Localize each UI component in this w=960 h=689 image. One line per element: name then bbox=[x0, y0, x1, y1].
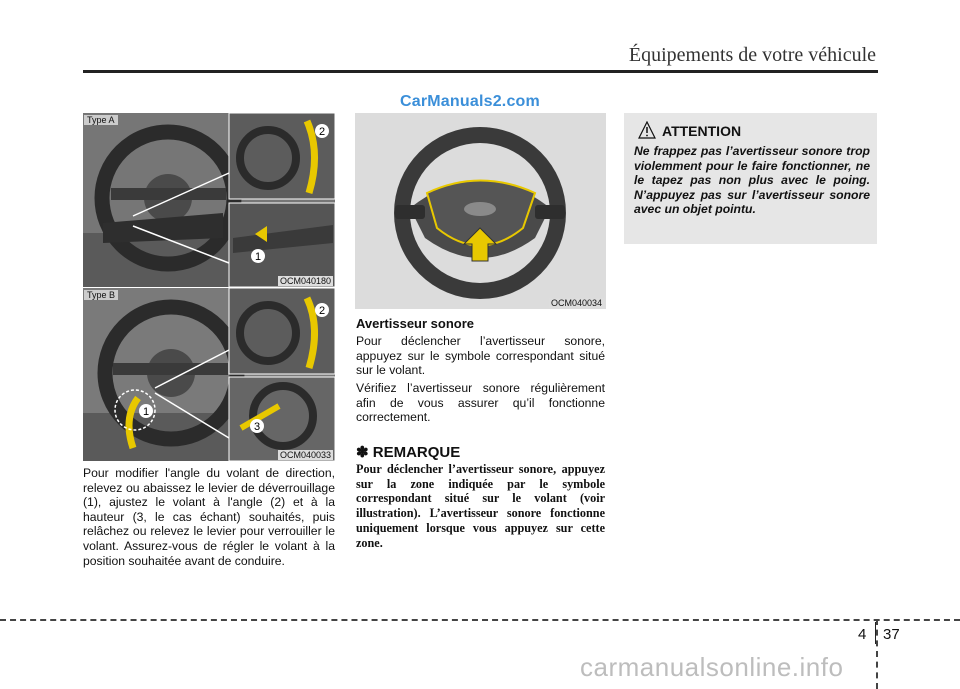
callout-1-b bbox=[138, 403, 154, 419]
figure-type-a bbox=[83, 113, 335, 287]
attention-box bbox=[624, 113, 877, 244]
callout-label: 1 bbox=[254, 251, 262, 263]
callout-label: 3 bbox=[253, 421, 261, 433]
steering-wheel-horn-illustration bbox=[355, 113, 606, 309]
chapter-number: 4 bbox=[858, 626, 867, 643]
warning-triangle-icon bbox=[638, 121, 656, 139]
callout-label: 2 bbox=[318, 305, 326, 317]
watermark-bottom: carmanualsonline.info bbox=[580, 652, 844, 682]
figure-code: OCM040033 bbox=[279, 450, 331, 460]
watermark-top: CarManuals2.com bbox=[400, 93, 540, 110]
callout-2-b bbox=[314, 302, 330, 318]
figure-code: OCM040034 bbox=[550, 298, 602, 308]
header-rule bbox=[83, 70, 878, 73]
figure-type-b bbox=[83, 288, 335, 461]
steering-column-photo-a bbox=[83, 113, 335, 287]
note-body: Pour déclencher l’avertisseur sonore, appuyez sur la zone indiquée par le symbole correspondant situé sur le volant (voir illustration). L’avertisseur sonore fonctionne uniquement lorsque vous appuyez sur cette zone. bbox=[356, 462, 605, 550]
horn-paragraph-1: Pour déclencher l’avertisseur sonore, appuyez sur le symbole correspondant situé sur le volant. bbox=[356, 334, 605, 378]
figure-horn bbox=[355, 113, 606, 309]
steering-column-photo-b bbox=[83, 288, 335, 461]
figure-code: OCM040180 bbox=[279, 276, 331, 286]
page-number: 37 bbox=[883, 626, 900, 643]
note-heading: ✽ REMARQUE bbox=[356, 444, 461, 461]
footer-dashed-rule bbox=[0, 619, 960, 621]
horn-paragraph-2: Vérifiez l’avertisseur sonore régulièrement afin de vous assurer qu’il fonctionne correctement. bbox=[356, 381, 605, 425]
callout-1-a bbox=[250, 248, 266, 264]
figure-tag: Type B bbox=[84, 290, 118, 300]
figure-tag: Type A bbox=[84, 115, 118, 125]
attention-text: Ne frappez pas l’avertisseur sonore trop violemment pour le faire fonctionner, ne le tapez pas non plus avec le poing. N’appuyez pas sur l’avertisseur sonore avec un objet pointu. bbox=[634, 144, 870, 216]
callout-label: 2 bbox=[318, 126, 326, 138]
steering-adjust-paragraph: Pour modifier l'angle du volant de direction, relevez ou abaissez le levier de déverrouillage (1), ajustez le volant à l'angle (2) et à la hauteur (3, le cas échant) souhaités, puis relâchez ou relevez le levier pour verrouiller le volant. Assurez-vous de régler le volant à la position souhaitée avant de conduire. bbox=[83, 466, 335, 568]
section-heading-horn: Avertisseur sonore bbox=[356, 316, 475, 331]
callout-label: 1 bbox=[142, 406, 150, 418]
callout-3-b bbox=[249, 418, 265, 434]
page-header-title: Équipements de votre véhicule bbox=[628, 44, 876, 66]
callout-2-a bbox=[314, 123, 330, 139]
page-number-divider bbox=[875, 622, 876, 644]
attention-title: ATTENTION bbox=[662, 123, 742, 139]
footer-vertical-rule bbox=[876, 619, 878, 689]
